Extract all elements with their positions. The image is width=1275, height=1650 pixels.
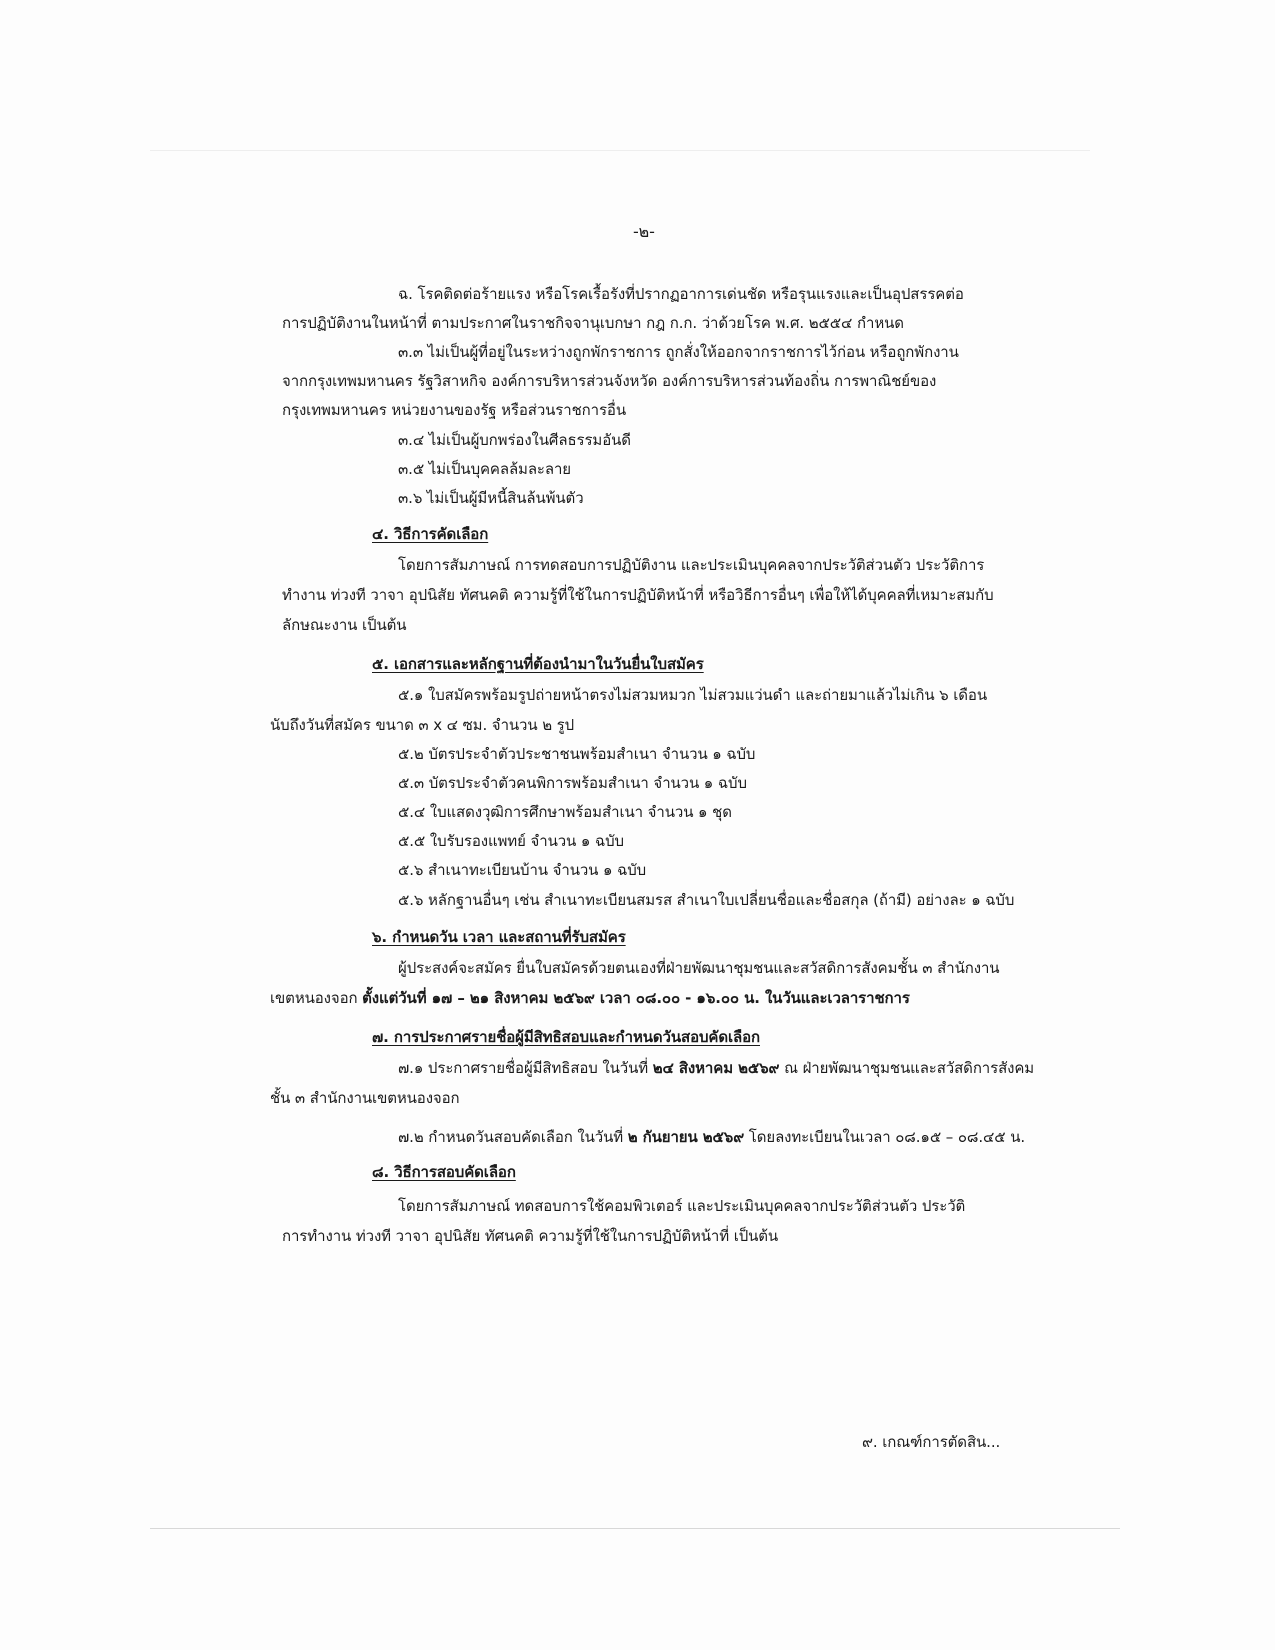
body-line: ฉ. โรคติดต่อร้ายแรง หรือโรคเรื้อรังที่ปรากฏอาการเด่นชัด หรือรุนแรงและเป็นอุปสรรคต่อ bbox=[398, 285, 964, 303]
body-line: ๕.๕ ใบรับรองแพทย์ จำนวน ๑ ฉบับ bbox=[398, 832, 624, 850]
body-line bbox=[398, 1127, 1025, 1147]
body-line: โดยการสัมภาษณ์ การทดสอบการปฏิบัติงาน และประเมินบุคคลจากประวัติส่วนตัว ประวัติการ bbox=[398, 556, 985, 574]
body-line: ๕.๑ ใบสมัครพร้อมรูปถ่ายหน้าตรงไม่สวมหมวก ไม่สวมแว่นดำ และถ่ายมาแล้วไม่เกิน ๖ เดือน bbox=[398, 686, 987, 704]
body-line: ๕.๖ หลักฐานอื่นๆ เช่น สำเนาทะเบียนสมรส สำเนาใบเปลี่ยนชื่อและชื่อสกุล (ถ้ามี) อย่างละ ๑ ฉบับ bbox=[398, 891, 1015, 909]
body-line bbox=[270, 988, 910, 1008]
body-text: ๗.๑ ประกาศรายชื่อผู้มีสิทธิสอบ ในวันที่ bbox=[398, 1059, 649, 1077]
section-heading-4: ๔. วิธีการคัดเลือก bbox=[372, 525, 489, 543]
body-line: ๓.๖ ไม่เป็นผู้มีหนี้สินล้นพ้นตัว bbox=[398, 489, 584, 507]
body-line: ๕.๓ บัตรประจำตัวคนพิการพร้อมสำเนา จำนวน ๑ ฉบับ bbox=[398, 774, 747, 792]
body-line bbox=[398, 1058, 1034, 1078]
body-text: โดยลงทะเบียนในเวลา ๐๘.๑๕ – ๐๘.๔๕ น. bbox=[748, 1128, 1026, 1146]
scan-edge bbox=[150, 150, 1090, 151]
body-line: นับถึงวันที่สมัคร ขนาด ๓ x ๔ ซม. จำนวน ๒ รูป bbox=[270, 716, 575, 734]
page-number: -๒- bbox=[633, 222, 655, 241]
application-dates: ตั้งแต่วันที่ ๑๗ – ๒๑ สิงหาคม ๒๕๖๙ เวลา ๐๘.๐๐ - ๑๖.๐๐ น. ในวันและเวลาราชการ bbox=[362, 989, 910, 1007]
body-line: การปฏิบัติงานในหน้าที่ ตามประกาศในราชกิจจานุเบกษา กฎ ก.ก. ว่าด้วยโรค พ.ศ. ๒๕๕๔ กำหนด bbox=[282, 314, 904, 332]
bottom-divider bbox=[150, 1528, 1120, 1529]
body-line: ชั้น ๓ สำนักงานเขตหนองจอก bbox=[270, 1089, 460, 1107]
body-line: ๕.๒ บัตรประจำตัวประชาชนพร้อมสำเนา จำนวน ๑ ฉบับ bbox=[398, 745, 756, 763]
body-line: ลักษณะงาน เป็นต้น bbox=[282, 616, 407, 634]
body-line: ๓.๕ ไม่เป็นบุคคลล้มละลาย bbox=[398, 460, 571, 478]
section-heading-7: ๗. การประกาศรายชื่อผู้มีสิทธิสอบและกำหนดวันสอบคัดเลือก bbox=[372, 1028, 760, 1046]
body-line: การทำงาน ท่วงที วาจา อุปนิสัย ทัศนคติ ความรู้ที่ใช้ในการปฏิบัติหน้าที่ เป็นต้น bbox=[282, 1227, 779, 1245]
body-text: เขตหนองจอก bbox=[270, 989, 358, 1007]
body-line: ผู้ประสงค์จะสมัคร ยื่นใบสมัครด้วยตนเองที่ฝ่ายพัฒนาชุมชนและสวัสดิการสังคมชั้น ๓ สำนักงาน bbox=[398, 959, 1000, 977]
section-heading-8: ๘. วิธีการสอบคัดเลือก bbox=[372, 1163, 516, 1181]
section-heading-5: ๕. เอกสารและหลักฐานที่ต้องนำมาในวันยื่นใบสมัคร bbox=[372, 655, 704, 673]
body-line: ทำงาน ท่วงที วาจา อุปนิสัย ทัศนคติ ความรู้ที่ใช้ในการปฏิบัติหน้าที่ หรือวิธีการอื่นๆ เพื่อให้ได้บุคคลที่เหมาะสมกับ bbox=[282, 586, 994, 604]
body-text: ณ ฝ่ายพัฒนาชุมชนและสวัสดิการสังคม bbox=[784, 1059, 1035, 1077]
continuation-footer: ๙. เกณฑ์การตัดสิน... bbox=[862, 1433, 1001, 1451]
body-line: ๕.๔ ใบแสดงวุฒิการศึกษาพร้อมสำเนา จำนวน ๑ ชุด bbox=[398, 803, 732, 821]
announcement-date: ๒๔ สิงหาคม ๒๕๖๙ bbox=[652, 1059, 780, 1077]
body-line: ๓.๔ ไม่เป็นผู้บกพร่องในศีลธรรมอันดี bbox=[398, 431, 631, 449]
section-heading-6: ๖. กำหนดวัน เวลา และสถานที่รับสมัคร bbox=[372, 928, 626, 946]
body-text: ๗.๒ กำหนดวันสอบคัดเลือก ในวันที่ bbox=[398, 1128, 624, 1146]
body-line: จากกรุงเทพมหานคร รัฐวิสาหกิจ องค์การบริหารส่วนจังหวัด องค์การบริหารส่วนท้องถิ่น การพาณิชย์ของ bbox=[282, 372, 937, 390]
body-line: ๓.๓ ไม่เป็นผู้ที่อยู่ในระหว่างถูกพักราชการ ถูกสั่งให้ออกจากราชการไว้ก่อน หรือถูกพักงาน bbox=[398, 343, 959, 361]
body-line: ๕.๖ สำเนาทะเบียนบ้าน จำนวน ๑ ฉบับ bbox=[398, 861, 647, 879]
exam-date: ๒ กันยายน ๒๕๖๙ bbox=[627, 1128, 745, 1146]
body-line: กรุงเทพมหานคร หน่วยงานของรัฐ หรือส่วนราชการอื่น bbox=[282, 401, 626, 419]
body-line: โดยการสัมภาษณ์ ทดสอบการใช้คอมพิวเตอร์ และประเมินบุคคลจากประวัติส่วนตัว ประวัติ bbox=[398, 1197, 966, 1215]
